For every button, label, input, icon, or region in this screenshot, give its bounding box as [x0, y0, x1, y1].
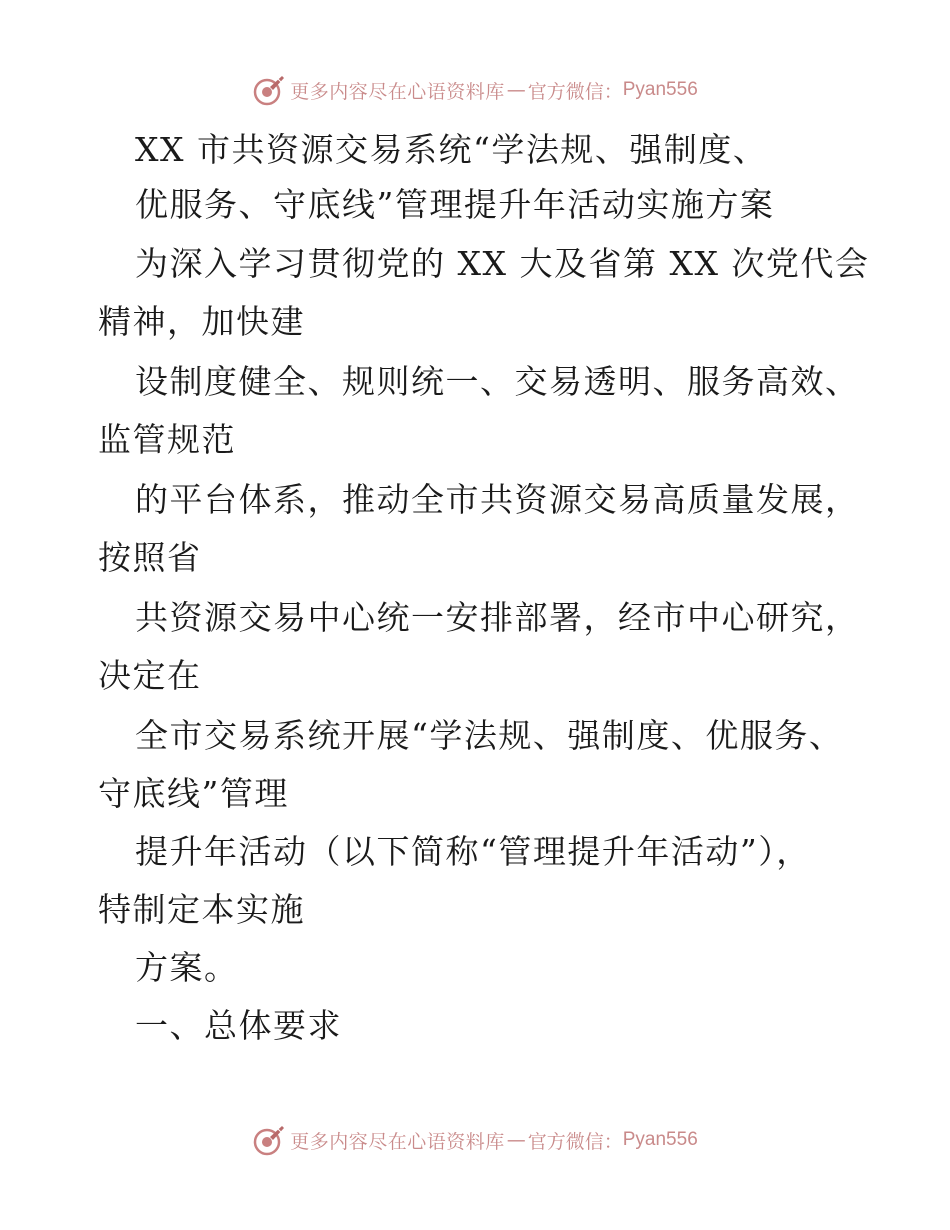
watermark-dash: —: [506, 79, 526, 101]
paragraph-3-line-2: 按照省: [98, 538, 202, 577]
pen-logo-icon: [252, 1123, 286, 1157]
watermark-header: [0, 70, 950, 110]
document-title-line-1: XX 市共资源交易系统“学法规、强制度、: [135, 130, 768, 169]
watermark-label: 官方微信：: [527, 1130, 623, 1153]
paragraph-5-line-1: 全市交易系统开展“学法规、强制度、优服务、: [135, 716, 844, 755]
paragraph-7-line-1: 方案。: [135, 948, 239, 987]
document-title-line-2: 优服务、守底线”管理提升年活动实施方案: [135, 185, 775, 224]
watermark-main-text: 更多内容尽在心语资料库: [290, 80, 505, 103]
pen-logo-icon: [252, 73, 286, 107]
paragraph-6-line-1: 提升年活动（以下简称“管理提升年活动”），: [135, 832, 811, 871]
paragraph-6-line-2: 特制定本实施: [98, 890, 305, 929]
paragraph-5-line-2: 守底线”管理: [98, 774, 289, 813]
paragraph-1-line-2: 精神，加快建: [98, 302, 305, 341]
paragraph-2-line-2: 监管规范: [98, 420, 236, 459]
paragraph-2-line-1: 设制度健全、规则统一、交易透明、服务高效、: [135, 362, 860, 401]
paragraph-3-line-1: 的平台体系，推动全市共资源交易高质量发展，: [135, 480, 860, 519]
watermark-label: 官方微信：: [527, 80, 623, 103]
watermark-main-text: 更多内容尽在心语资料库: [290, 1130, 505, 1153]
watermark-footer: [0, 1120, 950, 1160]
watermark-dash: —: [506, 1129, 526, 1151]
paragraph-1-line-1: 为深入学习贯彻党的 XX 大及省第 XX 次党代会: [135, 244, 870, 283]
paragraph-4-line-1: 共资源交易中心统一安排部署，经市中心研究，: [135, 598, 860, 637]
paragraph-4-line-2: 决定在: [98, 656, 202, 695]
section-heading-1: 一、总体要求: [135, 1006, 342, 1045]
watermark-id: Pyan556: [622, 1129, 698, 1150]
watermark-id: Pyan556: [622, 79, 698, 100]
